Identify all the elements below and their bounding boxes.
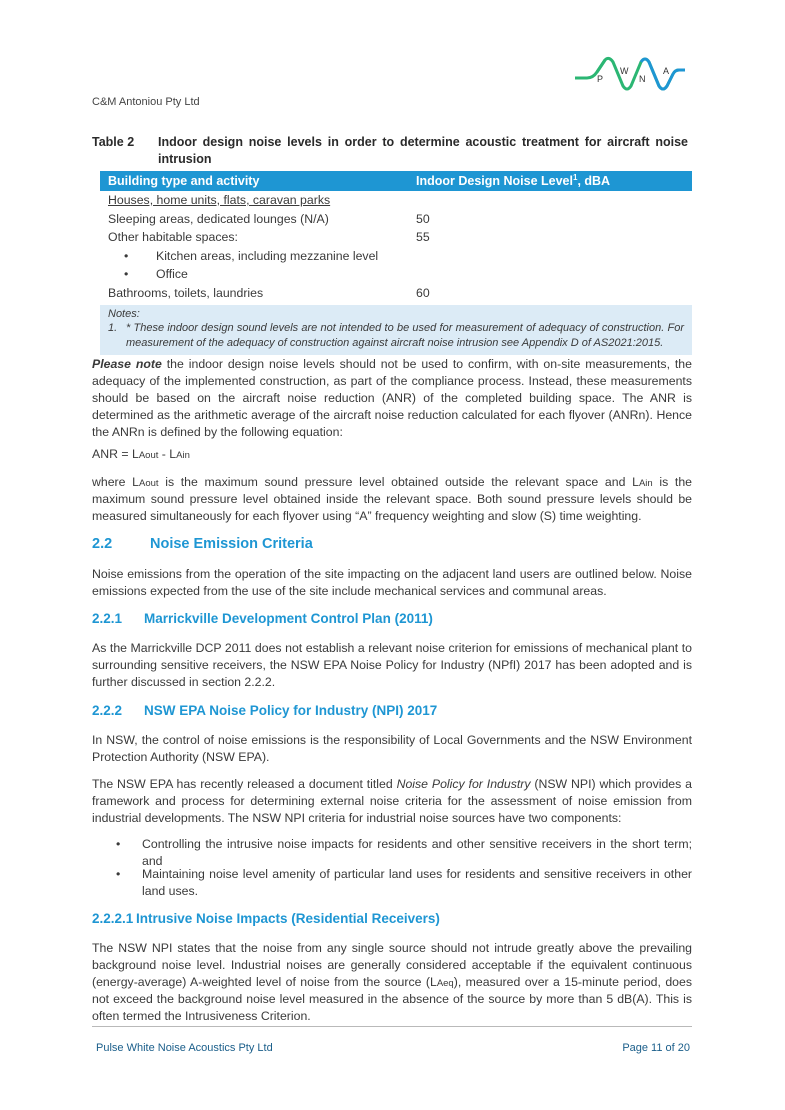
section-2-2-1-body: As the Marrickville DCP 2011 does not establish a relevant noise criterion for emissions of mechanical plant to surrounding sensitive receivers, the NSW EPA Noise Policy for Industry (NPfI) 2017 has been adopted and is further discussed in section 2.2.2. bbox=[92, 641, 692, 689]
section-heading-2-2-2: 2.2.2 NSW EPA Noise Policy for Industry (NPI) 2017 bbox=[92, 703, 438, 718]
section-heading-2-2-1: 2.2.1 Marrickville Development Control Plan (2011) bbox=[92, 611, 433, 626]
table-row bbox=[100, 284, 692, 303]
table-header bbox=[100, 171, 692, 191]
logo-letter: W bbox=[620, 66, 629, 76]
anr-equation: ANR = LAout - LAin bbox=[92, 447, 190, 461]
bullet-icon: • bbox=[124, 267, 129, 282]
col-header-activity: Building type and activity bbox=[108, 174, 260, 188]
where-paragraph: where LAout is the maximum sound pressure level obtained outside the relevant space and LAin is the maximum sound pressure level obtained inside the relevant space. Both sound pressure levels should be measured simultaneously for each flyover using “A” frequency weighting and slow (S) time weighting. bbox=[92, 475, 692, 523]
footer-page-number: Page 11 of 20 bbox=[622, 1042, 690, 1054]
table-row bbox=[100, 210, 692, 229]
table-row bbox=[100, 191, 692, 210]
bullet-icon: • bbox=[116, 867, 121, 881]
logo-letter: A bbox=[663, 66, 670, 76]
logo-letter: N bbox=[639, 74, 646, 84]
row-level: 55 bbox=[416, 230, 430, 245]
section-2-2-2-body1: In NSW, the control of noise emissions is the responsibility of Local Governments and the NSW Environment Protection Authority (NSW EPA). bbox=[92, 733, 692, 764]
please-note-paragraph: Please note the indoor design noise levels should not be used to confirm, with on-site measurements, the adequacy of the implemented construction, as part of the compliance process. Instead, these measurements should be based on the aircraft noise reduction (ANR) of the completed building space. The ANR is determined as the arithmetic average of the aircraft noise reduction calculated for each flyover (ANRn). Hence the ANRn is defined by the following equation: bbox=[92, 357, 692, 439]
notes-label: Notes: bbox=[108, 307, 140, 320]
row-activity: Sleeping areas, dedicated lounges (N/A) bbox=[108, 211, 329, 226]
section-heading-2-2-2-1: 2.2.2.1 Intrusive Noise Impacts (Residential Receivers) bbox=[92, 911, 440, 926]
row-level: 50 bbox=[416, 211, 430, 226]
table-row bbox=[100, 265, 692, 284]
section-2-2-2-body2: The NSW EPA has recently released a document titled Noise Policy for Industry (NSW NPI) which provides a framework and process for determining external noise criteria for the assessment of noise emission from industrial developments. The NSW NPI criteria for industrial noise sources have two components: bbox=[92, 777, 692, 825]
row-activity: Other habitable spaces: bbox=[108, 230, 238, 245]
table-row bbox=[100, 228, 692, 247]
pwna-wave-icon bbox=[575, 50, 685, 100]
section-2-2-body: Noise emissions from the operation of the site impacting on the adjacent land users are outlined below. Noise emissions expected from the use of the site include mechanical services and communal areas. bbox=[92, 567, 692, 598]
row-activity: Houses, home units, flats, caravan parks bbox=[108, 193, 331, 207]
row-level: 60 bbox=[416, 285, 430, 300]
pwna-logo bbox=[575, 50, 685, 100]
company-name: C&M Antoniou Pty Ltd bbox=[92, 96, 200, 108]
please-note-lead: Please note bbox=[92, 357, 162, 371]
col-header-level: Indoor Design Noise Level$^1$, dBA bbox=[416, 172, 611, 188]
bullet-icon: • bbox=[116, 837, 121, 851]
table-row bbox=[100, 247, 692, 266]
footer-company: Pulse White Noise Acoustics Pty Ltd bbox=[96, 1042, 273, 1054]
table-notes bbox=[100, 305, 692, 356]
table-title: Indoor design noise levels in order to determine acoustic treatment for aircraft noise intrusion bbox=[158, 135, 688, 167]
logo-letter: P bbox=[597, 74, 604, 84]
table-caption bbox=[92, 134, 692, 169]
noise-level-table bbox=[100, 171, 692, 355]
section-heading-2-2: 2.2 Noise Emission Criteria bbox=[92, 536, 313, 552]
row-activity: Bathrooms, toilets, laundries bbox=[108, 285, 264, 300]
section-2-2-2-1-body: The NSW NPI states that the noise from any single source should not intrude greatly above the prevailing background noise level. Industrial noises are generally considered acceptable if the equivalent continuous (energy-average) A-weighted level of noise from the source (LAeq), measured over a 15-minute period, does not exceed the background noise level measured in the absence of the source by more than 5 dB(A). This is often termed the Intrusiveness Criterion. bbox=[92, 941, 692, 1023]
table-label: Table 2 bbox=[92, 135, 135, 149]
bullet-icon: • bbox=[124, 248, 129, 263]
row-activity: Kitchen areas, including mezzanine level bbox=[156, 248, 379, 263]
note-item: 1. * These indoor design sound levels are not intended to be used for measurement of adequacy of construction. For measurement of the adequacy of construction against aircraft noise intrusion see Appendix D of AS2021:2015. bbox=[108, 322, 684, 350]
footer-divider bbox=[92, 1026, 692, 1027]
row-activity: Office bbox=[156, 267, 188, 282]
